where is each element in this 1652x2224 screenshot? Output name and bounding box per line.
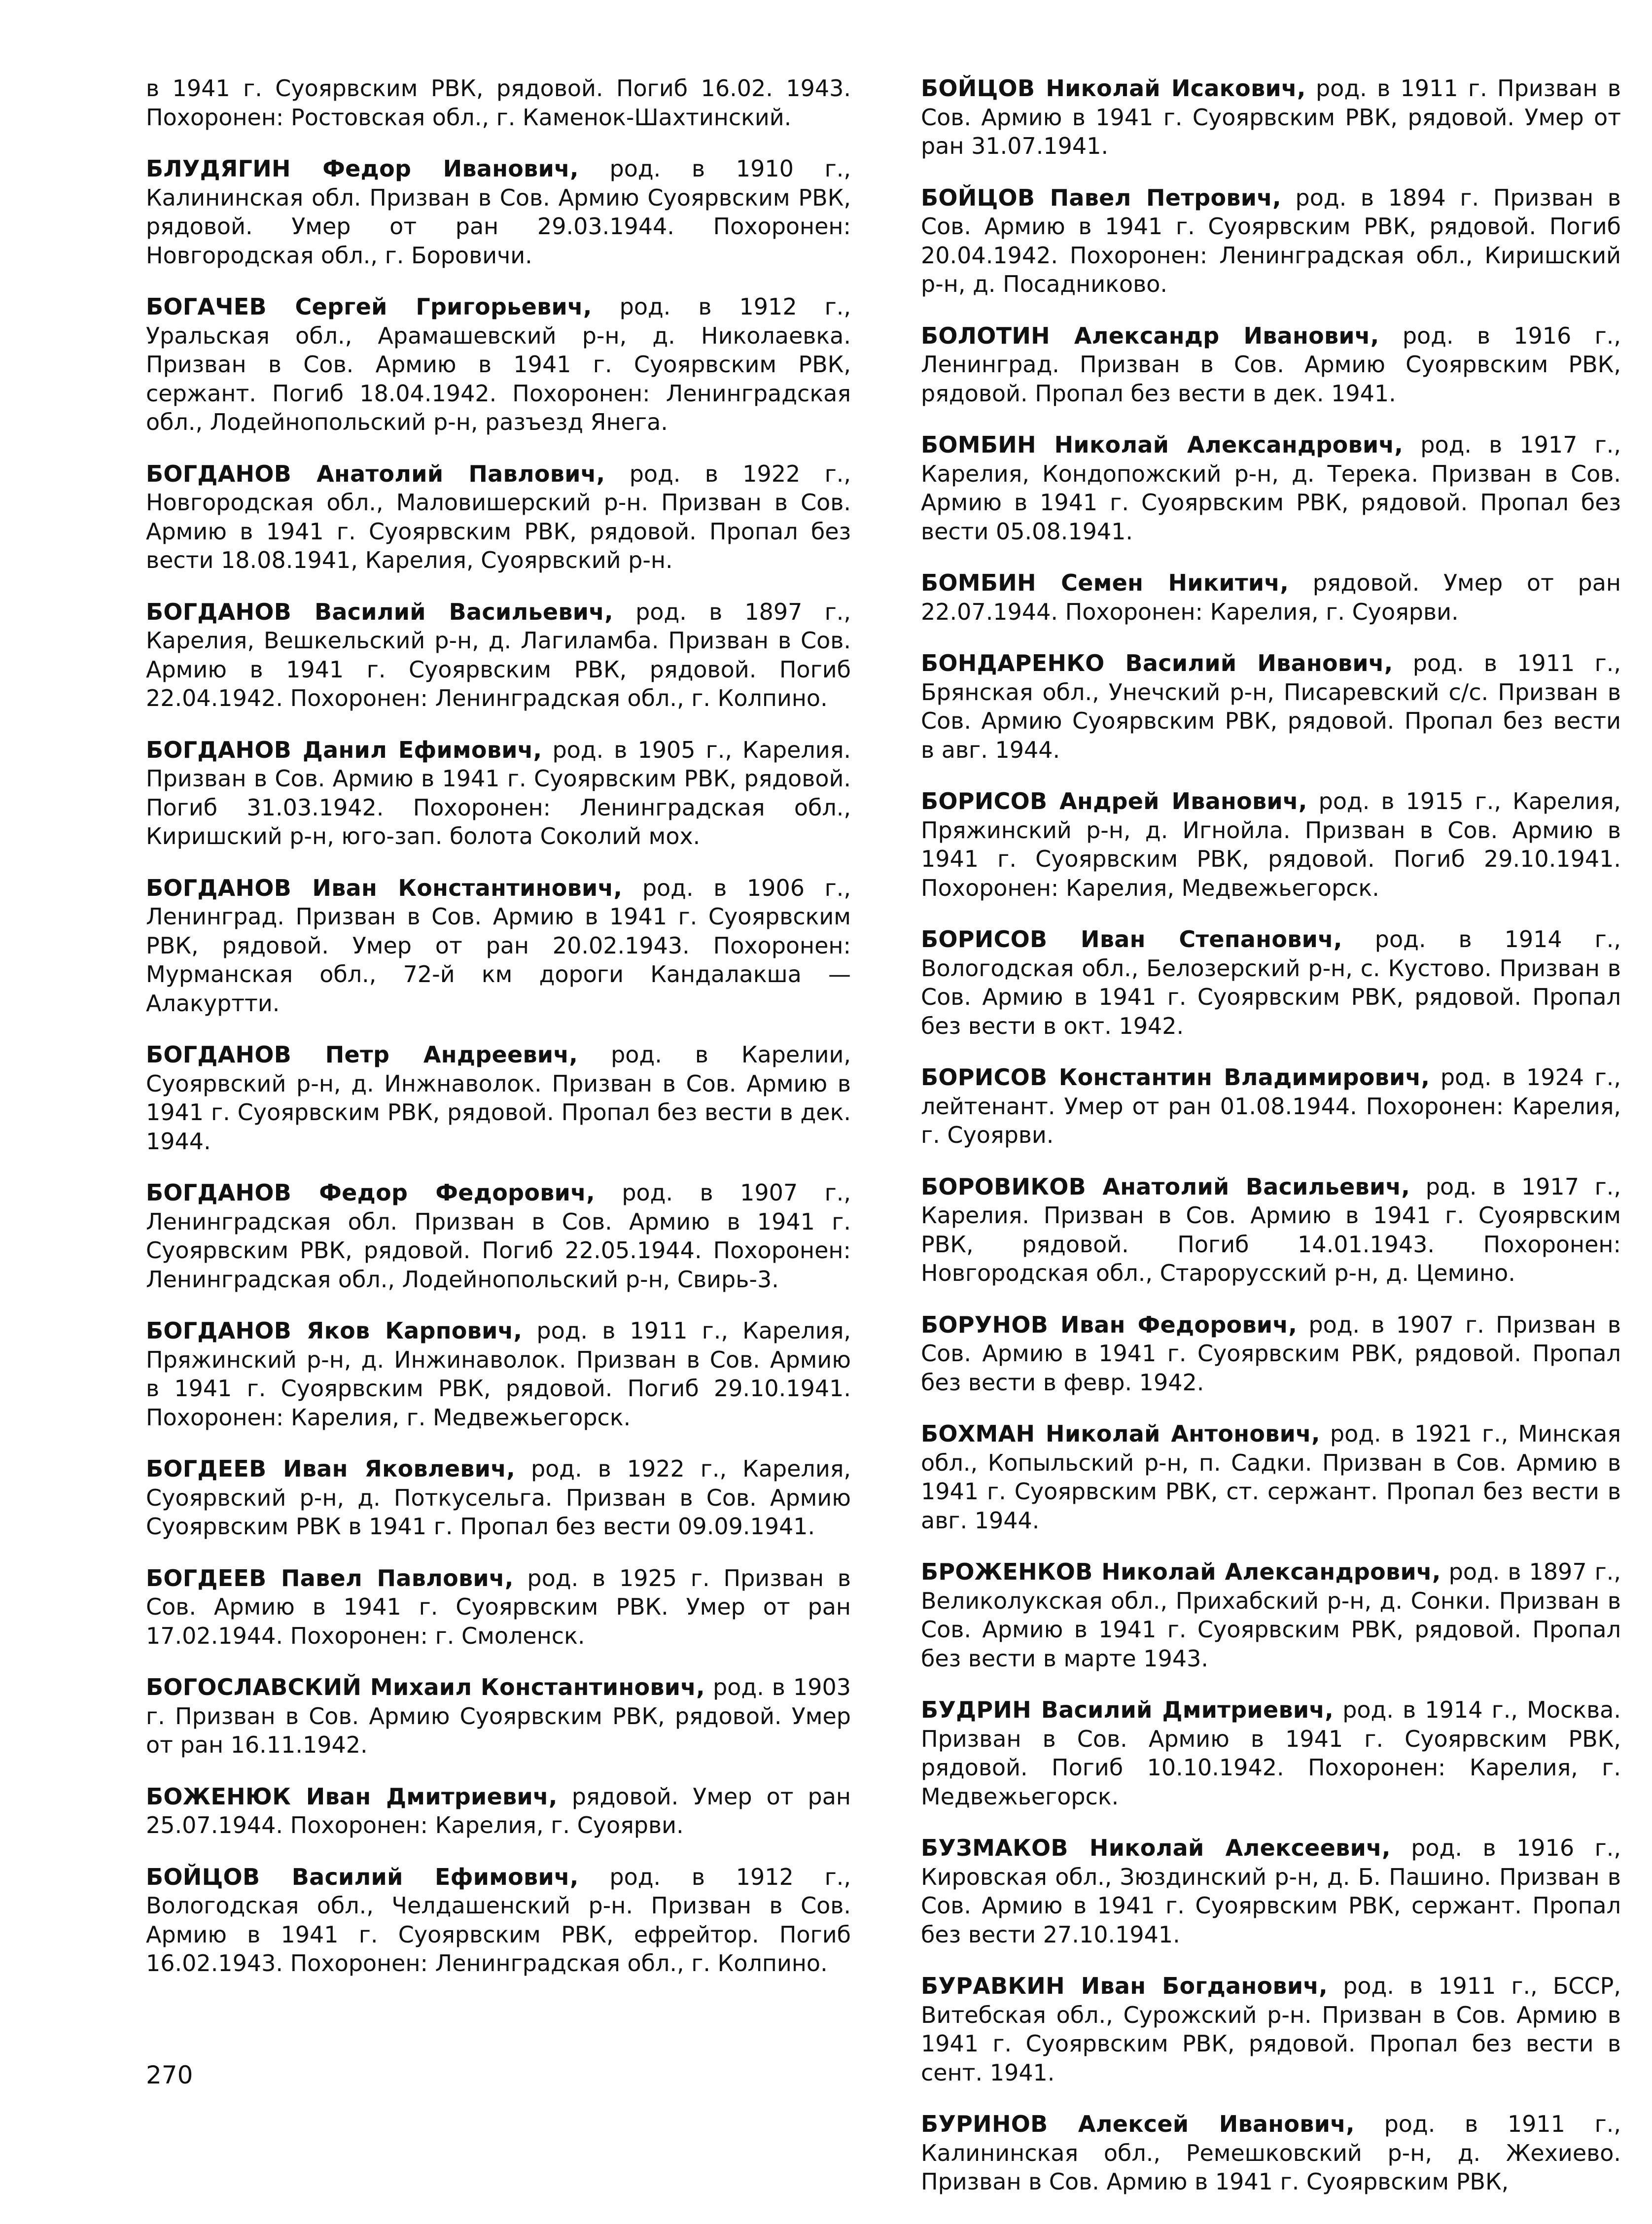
entry-text: в 1941 г. Суоярвским РВК, рядовой. Погиб 16.02. 1943. Похоронен: Ростовская обл., г. Каменок-Шахтинский. [146,75,851,131]
entry-name: БОРИСОВ Андрей Иванович, [921,788,1307,814]
entry-text: род. в 1911 г., Карелия, Пряжинский р-н, д. Инжинаволок. Призван в Сов. Армию в 1941 г. Суоярвским РВК, рядовой. Погиб 29.10.1941. Похоронен: Карелия, г. Медвежьегорск. [146,1317,851,1431]
list-item [146,736,851,851]
list-item [146,1564,851,1651]
entry-name: БУЗМАКОВ Николай Алексеевич, [921,1835,1391,1861]
entry-name: БУРИНОВ Алексей Иванович, [921,2111,1355,2137]
entry-text: род. в 1925 г. Призван в Сов. Армию в 1941 г. Суоярвским РВК. Умер от ран 17.02.1944. Похоронен: г. Смоленск. [146,1564,851,1649]
entry-text: род. в 1910 г., Калининская обл. Призван в Сов. Армию Суоярвским РВК, рядовой. Умер от ран 29.03.1944. Похоронен: Новгородская обл., г. Боровичи. [146,155,851,269]
list-item [146,1040,851,1156]
entry-name: БОГДЕЕВ Павел Павлович, [146,1564,514,1591]
right-column [921,51,1621,2208]
entry-text: рядовой. Умер от ран 22.07.1944. Похоронен: Карелия, г. Суоярви. [921,569,1621,625]
entry-name: БОГДЕЕВ Иван Яковлевич, [146,1455,515,1482]
entry-name: БОЖЕНЮК Иван Дмитриевич, [146,1783,558,1810]
entry-name: БОНДАРЕНКО Василий Иванович, [921,650,1393,676]
entry-name: БОРИСОВ Константин Владимирович, [921,1064,1430,1091]
entry-name: БОРОВИКОВ Анатолий Васильевич, [921,1173,1410,1200]
entry-text: род. в 1907 г. Призван в Сов. Армию в 1941 г. Суоярвским РВК, рядовой. Пропал без вести в февр. 1942. [921,1311,1621,1396]
list-item [921,1557,1621,1673]
entry-text: род. в 1914 г., Вологодская обл., Белозерский р-н, с. Кустово. Призван в Сов. Армию в 1941 г. Суоярвским РВК, рядовой. Пропал без вести в окт. 1942. [921,926,1621,1039]
entry-text: род. в 1911 г. Призван в Сов. Армию в 1941 г. Суоярвским РВК, рядовой. Умер от ран 31.07.1941. [921,75,1621,159]
entry-text: род. в 1917 г., Карелия. Призван в Сов. Армию в 1941 г. Суоярвским РВК, рядовой. Погиб 14.01.1943. Похоронен: Новгородская обл., Старорусский р-н, д. Цемино. [921,1173,1621,1286]
list-item [146,154,851,270]
list-item [146,598,851,713]
entry-name: БОГАЧЕВ Сергей Григорьевич, [146,293,592,320]
entry-name: БОГДАНОВ Данил Ефимович, [146,736,542,763]
entry-text: род. в 1914 г., Москва. Призван в Сов. Армию в 1941 г. Суоярвским РВК, рядовой. Погиб 10.10.1942. Похоронен: Карелия, г. Медвежьегорск. [921,1696,1621,1810]
list-item [921,1419,1621,1535]
list-item [921,568,1621,626]
entry-name: БОРУНОВ Иван Федорович, [921,1311,1298,1338]
entry-name: БОЙЦОВ Николай Исакович, [921,75,1306,102]
entry-text: род. в 1911 г., БССР, Витебская обл., Сурожский р-н. Призван в Сов. Армию в 1941 г. Суоярвским РВК, рядовой. Пропал без вести в сент. 1941. [921,1973,1621,2086]
list-item [921,321,1621,408]
entry-name: БОЙЦОВ Василий Ефимович, [146,1863,579,1890]
entry-text: род. в 1905 г., Карелия. Призван в Сов. Армию в 1941 г. Суоярвским РВК, рядовой. Погиб 31.03.1942. Похоронен: Ленинградская обл., Киришский р-н, юго-зап. болота Соколий мох. [146,736,851,849]
entry-text: род. в 1911 г., Калининская обл., Ремешковский р-н, д. Жехиево. Призван в Сов. Армию в 1941 г. Суоярвским РВК, [921,2111,1621,2195]
list-item [921,925,1621,1040]
list-item [146,1863,851,1978]
entry-text: род. в 1921 г., Минская обл., Копыльский р-н, п. Садки. Призван в Сов. Армию в 1941 г. Суоярвским РВК, ст. сержант. Пропал без вести в авг. 1944. [921,1420,1621,1534]
list-item [921,1310,1621,1397]
list-item [921,649,1621,764]
entry-text: род. в 1907 г., Ленинградская обл. Призван в Сов. Армию в 1941 г. Суоярвским РВК, рядовой. Погиб 22.05.1944. Похоронен: Ленинградская обл., Лодейнопольский р-н, Свирь-3. [146,1179,851,1293]
entry-text: род. в 1912 г., Вологодская обл., Челдашенский р-н. Призван в Сов. Армию в 1941 г. Суоярвским РВК, ефрейтор. Погиб 16.02.1943. Похоронен: Ленинградская обл., г. Колпино. [146,1863,851,1977]
entry-name: БОГДАНОВ Анатолий Павлович, [146,460,605,487]
entry-name: БОМБИН Семен Никитич, [921,569,1289,596]
list-item [921,787,1621,902]
entry-name: БОГДАНОВ Василий Васильевич, [146,598,613,625]
list-item [921,74,1621,161]
list-item [146,1178,851,1294]
entry-name: БОМБИН Николай Александрович, [921,431,1404,458]
entry-name: БЛУДЯГИН Федор Иванович, [146,155,579,182]
list-item [146,459,851,575]
page-number: 270 [146,2061,193,2089]
entry-name: БУДРИН Василий Дмитриевич, [921,1696,1334,1723]
entry-name: БОХМАН Николай Антонович, [921,1420,1320,1447]
entry-name: БОГДАНОВ Федор Федорович, [146,1179,595,1206]
entry-text: род. в 1894 г. Призван в Сов. Армию в 1941 г. Суоярвским РВК, рядовой. Погиб 20.04.1942. Похоронен: Ленинградская обл., Киришский р-н, д. Посадниково. [921,184,1621,297]
entry-text: род. в 1922 г., Новгородская обл., Маловишерский р-н. Призван в Сов. Армию в 1941 г. Суоярвским РВК, рядовой. Пропал без вести 18.08.1941, Карелия, Суоярвский р-н. [146,460,851,573]
entry-name: БРОЖЕНКОВ Николай Александрович, [921,1558,1441,1585]
list-item [146,1673,851,1760]
entry-text: род. в 1912 г., Уральская обл., Арамашевский р-н, д. Николаевка. Призван в Сов. Армию в 1941 г. Суоярвским РВК, сержант. Погиб 18.04.1942. Похоронен: Ленинградская обл., Лодейнопольский р-н, разъезд Янега. [146,293,851,435]
list-item [921,1695,1621,1811]
list-item [921,430,1621,546]
list-item [921,1172,1621,1288]
list-item [921,1972,1621,2087]
list-item [921,1834,1621,1949]
entry-name: БОРИСОВ Иван Степанович, [921,926,1342,953]
entry-text: род. в 1897 г., Карелия, Вешкельский р-н, д. Лагиламба. Призван в Сов. Армию в 1941 г. Суоярвским РВК, рядовой. Погиб 22.04.1942. Похоронен: Ленинградская обл., г. Колпино. [146,598,851,711]
entry-text: род. в 1915 г., Карелия, Пряжинский р-н, д. Игнойла. Призван в Сов. Армию в 1941 г. Суоярвским РВК, рядовой. Погиб 29.10.1941. Похоронен: Карелия, Медвежьегорск. [921,788,1621,901]
entry-name: БУРАВКИН Иван Богданович, [921,1973,1328,1999]
list-item [921,2110,1621,2196]
list-item [921,183,1621,299]
entry-text: род. в 1906 г., Ленинград. Призван в Сов. Армию в 1941 г. Суоярвским РВК, рядовой. Умер от ран 20.02.1943. Похоронен: Мурманская обл., 72-й км дороги Кандалакша — Алакуртти. [146,874,851,1017]
entry-name: БОГДАНОВ Яков Карпович, [146,1317,523,1344]
entry-name: БОЛОТИН Александр Иванович, [921,322,1379,349]
list-item [146,1316,851,1432]
entry-text: род. в 1916 г., Ленинград. Призван в Сов. Армию Суоярвским РВК, рядовой. Пропал без вести в дек. 1941. [921,322,1621,407]
entry-text: род. в 1897 г., Великолукская обл., Прихабский р-н, д. Сонки. Призван в Сов. Армию в 1941 г. Суоярвским РВК, рядовой. Пропал без вести в марте 1943. [921,1558,1621,1672]
entry-text: род. в 1917 г., Карелия, Кондопожский р-н, д. Терека. Призван в Сов. Армию в 1941 г. Суоярвским РВК, рядовой. Пропал без вести 05.08.1941. [921,431,1621,545]
left-column [146,51,851,1990]
list-item [146,74,851,132]
list-item [146,1454,851,1541]
list-item [921,1063,1621,1150]
entry-text: род. в 1916 г., Кировская обл., Зюздинский р-н, д. Б. Пашино. Призван в Сов. Армию в 1941 г. Суоярвским РВК, сержант. Пропал без вести 27.10.1941. [921,1835,1621,1948]
list-item [146,1782,851,1840]
entry-name: БОЙЦОВ Павел Петрович, [921,184,1281,211]
entry-text: род. в Карелии, Суоярвский р-н, д. Инжнаволок. Призван в Сов. Армию в 1941 г. Суоярвским РВК, рядовой. Пропал без вести в дек. 1944. [146,1041,851,1155]
entry-name: БОГОСЛАВСКИЙ Михаил Константинович, [146,1674,705,1700]
entry-name: БОГДАНОВ Иван Константинович, [146,874,623,901]
list-item [146,292,851,437]
entry-text: род. в 1903 г. Призван в Сов. Армию Суоярвским РВК, рядовой. Умер от ран 16.11.1942. [146,1674,851,1758]
entry-text: род. в 1924 г., лейтенант. Умер от ран 01.08.1944. Похоронен: Карелия, г. Суоярви. [921,1064,1621,1148]
list-item [146,874,851,1018]
entry-text: род. в 1911 г., Брянская обл., Унечский р-н, Писаревский с/с. Призван в Сов. Армию Суоярвским РВК, рядовой. Пропал без вести в авг. 1944. [921,650,1621,763]
entry-name: БОГДАНОВ Петр Андреевич, [146,1041,578,1068]
entry-text: род. в 1922 г., Карелия, Суоярвский р-н, д. Поткусельга. Призван в Сов. Армию Суоярвским РВК в 1941 г. Пропал без вести 09.09.1941. [146,1455,851,1540]
entry-text: рядовой. Умер от ран 25.07.1944. Похоронен: Карелия, г. Суоярви. [146,1783,851,1838]
